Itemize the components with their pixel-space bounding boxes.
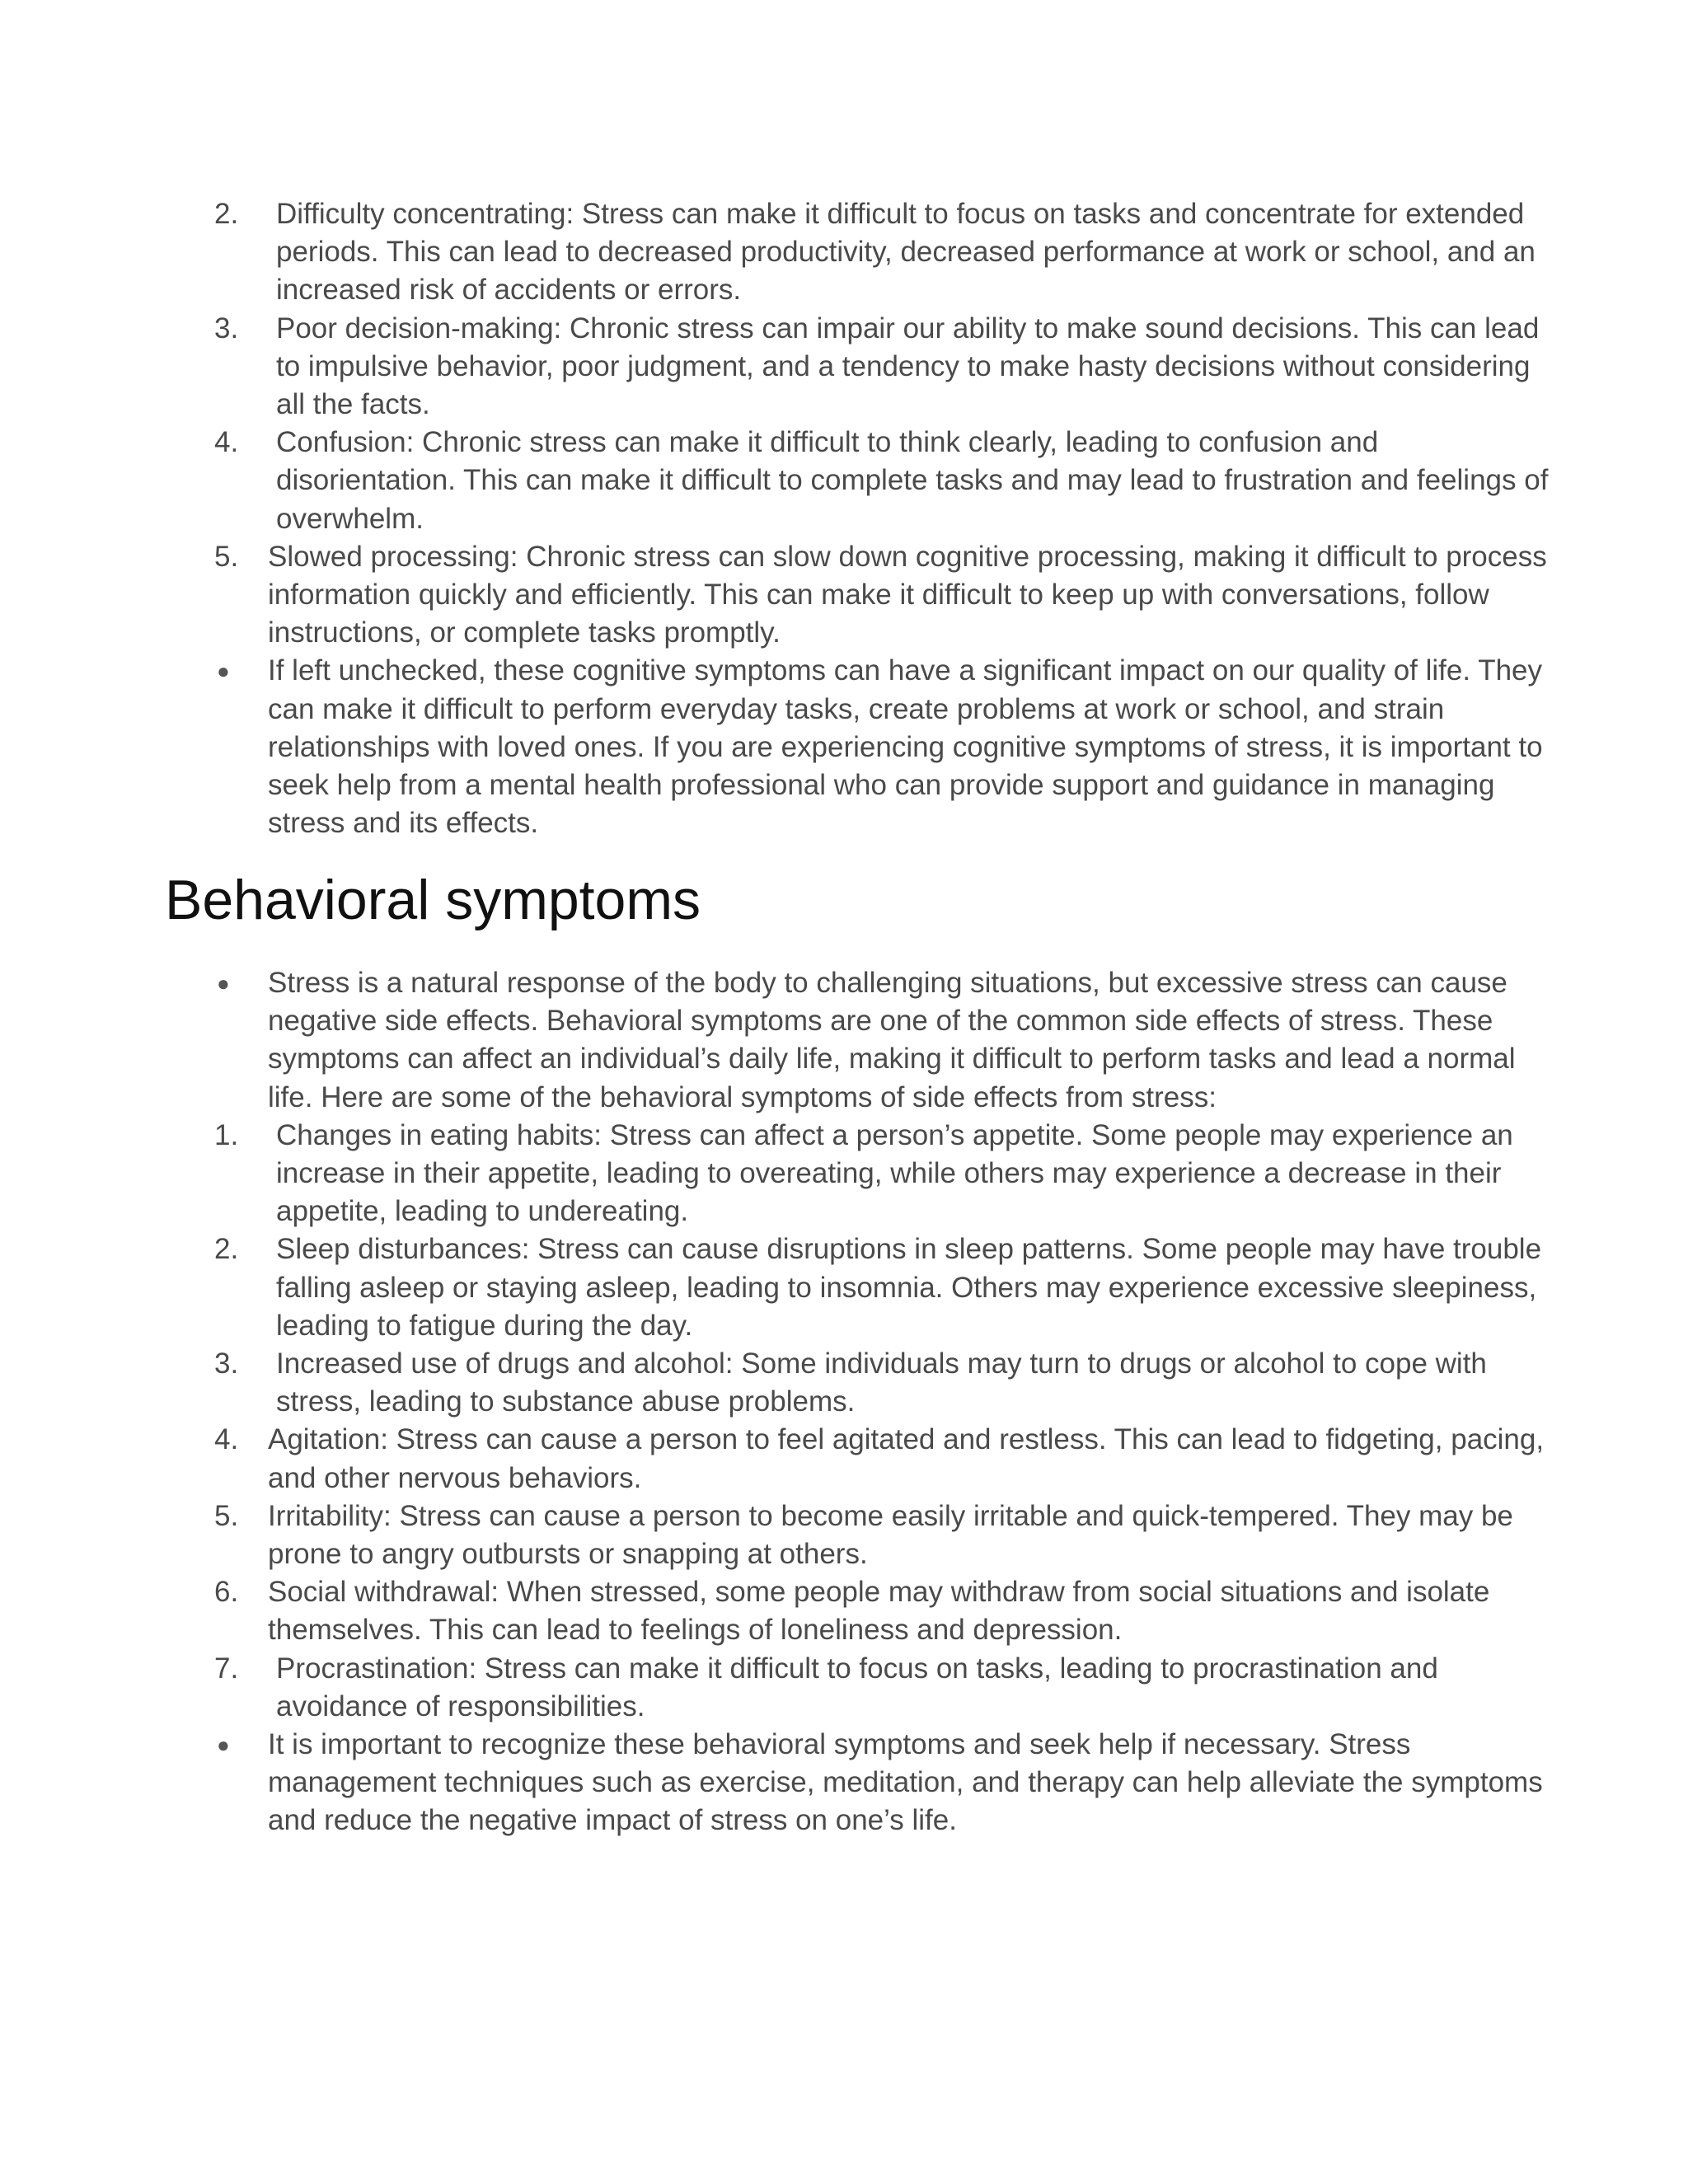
list-item [165, 1726, 1550, 1840]
list-item [165, 964, 1550, 1117]
list-number: 5. [214, 540, 239, 573]
list-item-text: It is important to recognize these behavioral symptoms and seek help if necessary. Stress management techniques such as exercise, meditation, and therapy can help alleviate the symptoms and reduce the negative impact of stress on one’s life. [268, 1728, 1543, 1837]
list-item-text: Slowed processing: Chronic stress can slow down cognitive processing, making it difficult to process information quickly and efficiently. This can make it difficult to keep up with conversations, follow instructions, or complete tasks promptly. [268, 540, 1547, 649]
list-item-text: If left unchecked, these cognitive symptoms can have a significant impact on our quality of life. They can make it difficult to perform everyday tasks, create problems at work or school, and strain relationships with loved ones. If you are experiencing cognitive symptoms of stress, it is important to seek help from a mental health professional who can provide support and guidance in managing stress and its effects. [268, 654, 1543, 840]
list-item-text: Agitation: Stress can cause a person to feel agitated and restless. This can lead to fidgeting, pacing, and other nervous behaviors. [268, 1423, 1545, 1494]
list-number: 2. [214, 198, 239, 230]
list-number: 3. [214, 312, 239, 344]
list-item-text: Procrastination: Stress can make it difficult to focus on tasks, leading to procrastination and avoidance of responsibilities. [276, 1652, 1438, 1722]
list-number: 3. [214, 1347, 239, 1380]
list-item [165, 310, 1550, 424]
list-item-text: Sleep disturbances: Stress can cause disruptions in sleep patterns. Some people may have trouble falling asleep or staying asleep, leading to insomnia. Others may experience excessive sleepiness, leading to fatigue during the day. [276, 1233, 1542, 1342]
list-item-text: Stress is a natural response of the body to challenging situations, but excessive stress can cause negative side effects. Behavioral symptoms are one of the common side effects of stress. These symptoms can affect an individual’s daily life, making it difficult to perform tasks and lead a normal life. Here are some of the behavioral symptoms of side effects from stress: [268, 967, 1516, 1113]
list-item [165, 538, 1550, 653]
list-item-text: Social withdrawal: When stressed, some people may withdraw from social situations and isolate themselves. This can lead to feelings of loneliness and depression. [268, 1576, 1490, 1647]
list-item-text: Increased use of drugs and alcohol: Some individuals may turn to drugs or alcohol to cope with stress, leading to substance abuse problems. [276, 1347, 1487, 1418]
bullet-icon: ● [217, 971, 230, 996]
list-item-text: Poor decision-making: Chronic stress can impair our ability to make sound decisions. This can lead to impulsive behavior, poor judgment, and a tendency to make hasty decisions without considering all the facts. [276, 312, 1540, 421]
list-item-text: Difficulty concentrating: Stress can make it difficult to focus on tasks and concentrate for extended periods. This can lead to decreased productivity, decreased performance at work or school, and an increased risk of accidents or errors. [276, 198, 1536, 307]
list-item-text: Confusion: Chronic stress can make it difficult to think clearly, leading to confusion and disorientation. This can make it difficult to complete tasks and may lead to frustration and feelings of overwhelm. [276, 426, 1549, 535]
list-item [165, 652, 1550, 842]
list-number: 4. [214, 426, 239, 459]
list-number: 5. [214, 1499, 239, 1532]
list-number: 7. [214, 1652, 239, 1685]
bullet-icon: ● [217, 1732, 230, 1758]
behavioral-symptoms-list [165, 964, 1550, 1840]
list-item-text: Irritability: Stress can cause a person to become easily irritable and quick-tempered. They may be prone to angry outbursts or snapping at others. [268, 1499, 1513, 1571]
list-item [165, 424, 1550, 538]
bullet-icon: ● [217, 658, 230, 684]
list-number: 2. [214, 1233, 239, 1266]
list-number: 4. [214, 1423, 239, 1456]
list-item [165, 1345, 1550, 1421]
list-item [165, 1573, 1550, 1649]
list-number: 1. [214, 1118, 239, 1151]
section-heading: Behavioral symptoms [165, 869, 701, 931]
list-number: 6. [214, 1576, 239, 1609]
list-item [165, 1421, 1550, 1497]
list-item [165, 1497, 1550, 1573]
cognitive-symptoms-list [165, 195, 1550, 842]
list-item [165, 1230, 1550, 1345]
list-item [165, 195, 1550, 310]
list-item [165, 1650, 1550, 1726]
list-item [165, 1117, 1550, 1231]
list-item-text: Changes in eating habits: Stress can affect a person’s appetite. Some people may experience an increase in their appetite, leading to overeating, while others may experience a decrease in their appetite, leading to undereating. [276, 1118, 1513, 1228]
